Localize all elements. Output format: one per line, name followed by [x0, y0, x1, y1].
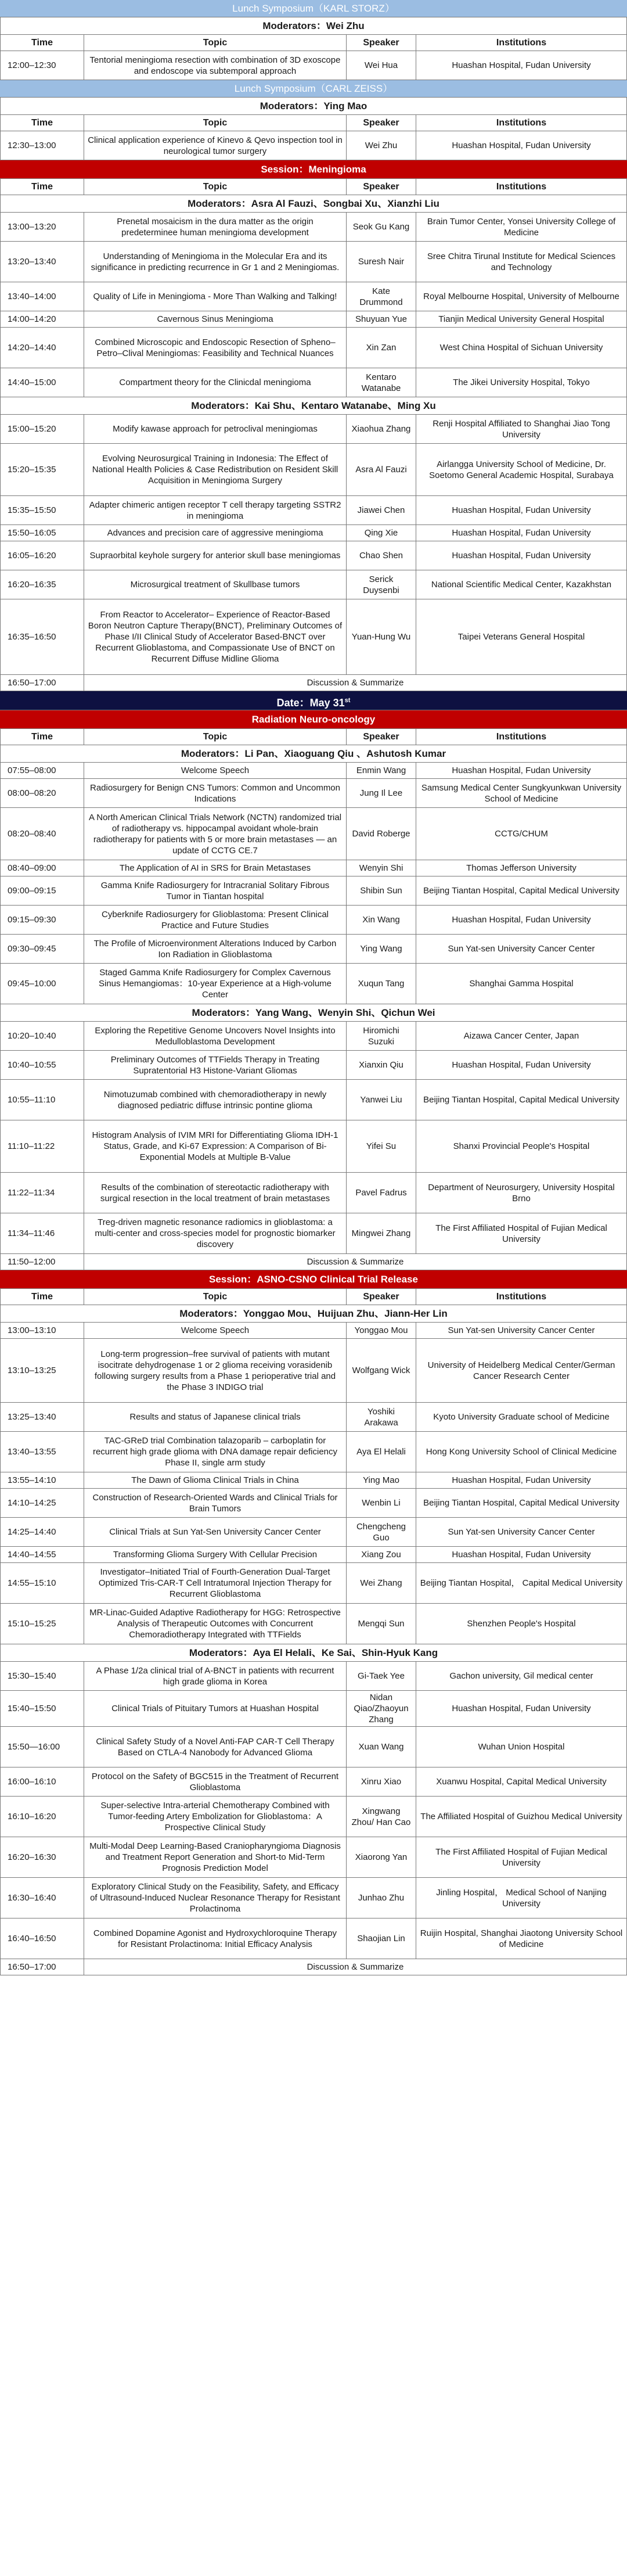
header-time: Time: [1, 729, 84, 745]
speaker-institution: Huashan Hospital, Fudan University: [416, 906, 627, 934]
schedule-row: [0, 860, 627, 876]
session-title-bar: Radiation Neuro-oncology: [0, 710, 627, 729]
session-time: 09:00–09:15: [1, 876, 84, 905]
schedule-row: [0, 763, 627, 779]
speaker-name: Shibin Sun: [347, 876, 416, 905]
talk-topic: Protocol on the Safety of BGC515 in the Treatment of Recurrent Glioblastoma: [84, 1767, 347, 1796]
schedule-row: [0, 1878, 627, 1918]
session-time: 10:20–10:40: [1, 1022, 84, 1050]
moderators-row: Moderators：Yonggao Mou、Huijuan Zhu、Jiann-Her Lin: [0, 1305, 627, 1323]
schedule-row: [0, 1691, 627, 1727]
schedule-row: [0, 1339, 627, 1403]
speaker-name: Seok Gu Kang: [347, 213, 416, 241]
moderators-row: Moderators：Ying Mao: [0, 98, 627, 115]
schedule-row: [0, 525, 627, 541]
header-time: Time: [1, 1289, 84, 1305]
speaker-name: Yifei Su: [347, 1120, 416, 1172]
moderators-row: Moderators：Kai Shu、Kentaro Watanabe、Ming Xu: [0, 397, 627, 415]
header-institution: Institutions: [416, 115, 627, 131]
session-time: 16:50–17:00: [1, 1959, 84, 1975]
session-time: 12:00–12:30: [1, 51, 84, 80]
moderators-row: Moderators：Wei Zhu: [0, 17, 627, 35]
speaker-name: Wei Hua: [347, 51, 416, 80]
talk-topic: Results and status of Japanese clinical trials: [84, 1403, 347, 1431]
schedule-row: [0, 1797, 627, 1837]
speaker-institution: Department of Neurosurgery, University Hospital Brno: [416, 1173, 627, 1213]
speaker-institution: Huashan Hospital, Fudan University: [416, 1547, 627, 1562]
speaker-name: Mengqi Sun: [347, 1604, 416, 1644]
session-time: 08:00–08:20: [1, 779, 84, 807]
speaker-name: Shuyuan Yue: [347, 311, 416, 327]
session-time: 16:30–16:40: [1, 1878, 84, 1918]
talk-topic: Histogram Analysis of IVIM MRI for Differentiating Glioma IDH-1 Status, Grade, and Ki-67 Expression: A Comparison of Bi-Exponential Models at Multiple B-Value: [84, 1120, 347, 1172]
schedule-row: [0, 368, 627, 397]
date-ordinal-suffix: st: [344, 697, 351, 704]
talk-topic: Modify kawase approach for petroclival meningiomas: [84, 415, 347, 443]
speaker-institution: Ruijin Hospital, Shanghai Jiaotong University School of Medicine: [416, 1918, 627, 1959]
talk-topic: A Phase 1/2a clinical trial of A-BNCT in patients with recurrent high grade glioma in Korea: [84, 1662, 347, 1690]
speaker-name: Chengcheng Guo: [347, 1518, 416, 1546]
schedule-row: [0, 1120, 627, 1173]
speaker-institution: West China Hospital of Sichuan University: [416, 328, 627, 368]
talk-topic: Super-selective Intra-arterial Chemotherapy Combined with Tumor-feeding Artery Embolization for Glioblastoma：A Prospective Clinical Study: [84, 1797, 347, 1837]
speaker-name: Yuan-Hung Wu: [347, 599, 416, 674]
session-time: 15:35–15:50: [1, 496, 84, 524]
talk-topic: Transforming Glioma Surgery With Cellular Precision: [84, 1547, 347, 1562]
schedule-row: [0, 1563, 627, 1604]
session-time: 15:40–15:50: [1, 1691, 84, 1726]
session-time: 11:50–12:00: [1, 1254, 84, 1270]
schedule-row: [0, 1662, 627, 1691]
speaker-name: Hiromichi Suzuki: [347, 1022, 416, 1050]
header-institution: Institutions: [416, 179, 627, 195]
header-speaker: Speaker: [347, 1289, 416, 1305]
table-header: [0, 729, 627, 745]
talk-topic: Clinical application experience of Kinevo & Qevo inspection tool in neurological tumor surgery: [84, 131, 347, 160]
speaker-name: Aya El Helali: [347, 1432, 416, 1472]
speaker-name: Enmin Wang: [347, 763, 416, 778]
speaker-institution: Kyoto University Graduate school of Medicine: [416, 1403, 627, 1431]
schedule-row: [0, 964, 627, 1004]
session-time: 16:40–16:50: [1, 1918, 84, 1959]
talk-topic: A North American Clinical Trials Network (NCTN) randomized trial of radiotherapy vs. hippocampal avoidant whole-brain radiotherapy for patients with 5 or more brain metastases — an update of CCTG CE.7: [84, 808, 347, 860]
talk-topic: Combined Dopamine Agonist and Hydroxychloroquine Therapy for Resistant Prolactinoma: Initial Efficacy Analysis: [84, 1918, 347, 1959]
talk-topic: Clinical Trials at Sun Yat-Sen University Cancer Center: [84, 1518, 347, 1546]
session-time: 13:00–13:10: [1, 1323, 84, 1338]
speaker-name: Xiaohua Zhang: [347, 415, 416, 443]
header-topic: Topic: [84, 35, 347, 51]
session-time: 16:20–16:35: [1, 570, 84, 599]
speaker-institution: Tianjin Medical University General Hospital: [416, 311, 627, 327]
header-time: Time: [1, 115, 84, 131]
header-speaker: Speaker: [347, 35, 416, 51]
speaker-institution: Shenzhen People's Hospital: [416, 1604, 627, 1644]
speaker-institution: Taipei Veterans General Hospital: [416, 599, 627, 674]
lunch-symposium-bar: Lunch Symposium（KARL STORZ）: [0, 0, 627, 17]
session-time: 15:20–15:35: [1, 444, 84, 495]
speaker-name: Xianxin Qiu: [347, 1051, 416, 1079]
schedule-row: [0, 1604, 627, 1644]
session-time: 09:45–10:00: [1, 964, 84, 1004]
session-time: 15:50—16:00: [1, 1727, 84, 1767]
talk-topic: Radiosurgery for Benign CNS Tumors: Common and Uncommon Indications: [84, 779, 347, 807]
schedule-row: [0, 1518, 627, 1547]
talk-topic: Microsurgical treatment of Skullbase tumors: [84, 570, 347, 599]
session-title-bar: Session：ASNO-CSNO Clinical Trial Release: [0, 1270, 627, 1289]
speaker-name: David Roberge: [347, 808, 416, 860]
speaker-name: Jiawei Chen: [347, 496, 416, 524]
speaker-institution: Aizawa Cancer Center, Japan: [416, 1022, 627, 1050]
session-time: 15:10–15:25: [1, 1604, 84, 1644]
session-time: 10:55–11:10: [1, 1080, 84, 1120]
speaker-name: Qing Xie: [347, 525, 416, 541]
talk-topic: The Dawn of Glioma Clinical Trials in China: [84, 1472, 347, 1488]
header-topic: Topic: [84, 729, 347, 745]
talk-topic: Evolving Neurosurgical Training in Indonesia: The Effect of National Health Policies & Case Redistribution on Resident Skill Acquisition in Meningioma Surgery: [84, 444, 347, 495]
session-time: 11:22–11:34: [1, 1173, 84, 1213]
session-time: 10:40–10:55: [1, 1051, 84, 1079]
talk-topic: Preliminary Outcomes of TTFields Therapy in Treating Supratentorial H3 Histone-Variant Gliomas: [84, 1051, 347, 1079]
speaker-name: Yonggao Mou: [347, 1323, 416, 1338]
schedule-row: [0, 1727, 627, 1767]
speaker-institution: Xuanwu Hospital, Capital Medical University: [416, 1767, 627, 1796]
talk-topic: MR-Linac-Guided Adaptive Radiotherapy for HGG: Retrospective Analysis of Therapeutic Outcomes with Concurrent Chemoradiotherapy Integrated with TTFields: [84, 1604, 347, 1644]
session-time: 11:34–11:46: [1, 1213, 84, 1253]
session-time: 15:00–15:20: [1, 415, 84, 443]
session-time: 12:30–13:00: [1, 131, 84, 160]
schedule-row: [0, 242, 627, 282]
schedule-row: [0, 1837, 627, 1878]
schedule-row: [0, 1022, 627, 1051]
speaker-institution: Huashan Hospital, Fudan University: [416, 763, 627, 778]
schedule-row: [0, 1767, 627, 1797]
table-header: [0, 115, 627, 131]
moderators-row: Moderators：Li Pan、Xiaoguang Qiu 、Ashutosh Kumar: [0, 745, 627, 763]
schedule-row: [0, 131, 627, 160]
talk-topic: Supraorbital keyhole surgery for anterior skull base meningiomas: [84, 541, 347, 570]
speaker-name: Wei Zhang: [347, 1563, 416, 1603]
session-time: 15:50–16:05: [1, 525, 84, 541]
table-header: [0, 35, 627, 51]
schedule-row: [0, 779, 627, 808]
talk-topic: Understanding of Meningioma in the Molecular Era and its significance in predicting recurrence in Gr 1 and 2 Meningiomas.: [84, 242, 347, 282]
speaker-institution: Royal Melbourne Hospital, University of Melbourne: [416, 282, 627, 311]
speaker-institution: Shanxi Provincial People's Hospital: [416, 1120, 627, 1172]
speaker-name: Shaojian Lin: [347, 1918, 416, 1959]
talk-topic: Results of the combination of stereotactic radiotherapy with surgical resection in the local treatment of brain metastases: [84, 1173, 347, 1213]
speaker-institution: Sun Yat-sen University Cancer Center: [416, 935, 627, 963]
talk-topic: The Application of AI in SRS for Brain Metastases: [84, 860, 347, 876]
session-time: 16:50–17:00: [1, 675, 84, 691]
speaker-institution: Huashan Hospital, Fudan University: [416, 525, 627, 541]
speaker-institution: Huashan Hospital, Fudan University: [416, 496, 627, 524]
speaker-institution: Beijing Tiantan Hospital， Capital Medical University: [416, 1563, 627, 1603]
talk-topic: Long-term progression–free survival of patients with mutant isocitrate dehydrogenase 1 or 2 glioma receiving vorasidenib following surgery results from a Phase 1 perioperative trial and the Phase 3 INDIGO trial: [84, 1339, 347, 1402]
schedule-row: [0, 1213, 627, 1254]
schedule-row: [0, 570, 627, 599]
talk-topic: Nimotuzumab combined with chemoradiotherapy in newly diagnosed pediatric diffuse intrinsic pontine glioma: [84, 1080, 347, 1120]
talk-topic: Clinical Trials of Pituitary Tumors at Huashan Hospital: [84, 1691, 347, 1726]
talk-topic: Exploring the Repetitive Genome Uncovers Novel Insights into Medulloblastoma Development: [84, 1022, 347, 1050]
speaker-institution: Thomas Jefferson University: [416, 860, 627, 876]
speaker-institution: University of Heidelberg Medical Center/German Cancer Research Center: [416, 1339, 627, 1402]
speaker-institution: CCTG/CHUM: [416, 808, 627, 860]
session-time: 14:20–14:40: [1, 328, 84, 368]
speaker-institution: Hong Kong University School of Clinical Medicine: [416, 1432, 627, 1472]
session-time: 15:30–15:40: [1, 1662, 84, 1690]
session-time: 13:20–13:40: [1, 242, 84, 282]
discussion-label: Discussion & Summarize: [84, 675, 627, 691]
table-header: [0, 1289, 627, 1305]
talk-topic: Tentorial meningioma resection with combination of 3D exoscope and endoscope via subtemporal approach: [84, 51, 347, 80]
schedule-row: [0, 1323, 627, 1339]
header-speaker: Speaker: [347, 115, 416, 131]
schedule-row: [0, 213, 627, 242]
schedule-row: [0, 599, 627, 675]
schedule-row: [0, 444, 627, 496]
speaker-name: Asra Al Fauzi: [347, 444, 416, 495]
header-speaker: Speaker: [347, 179, 416, 195]
session-time: 14:25–14:40: [1, 1518, 84, 1546]
moderators-row: Moderators：Asra Al Fauzi、Songbai Xu、Xianzhi Liu: [0, 195, 627, 213]
session-time: 14:55–15:10: [1, 1563, 84, 1603]
discussion-row: [0, 1254, 627, 1270]
speaker-name: Gi-Taek Yee: [347, 1662, 416, 1690]
speaker-institution: Beijing Tiantan Hospital, Capital Medical University: [416, 876, 627, 905]
talk-topic: Investigator–Initiated Trial of Fourth-Generation Dual-Target Optimized Tris-CAR-T Cell Intratumoral Injection Therapy for Recurrent Glioblastoma: [84, 1563, 347, 1603]
speaker-name: Xinru Xiao: [347, 1767, 416, 1796]
talk-topic: Adapter chimeric antigen receptor T cell therapy targeting SSTR2 in meningioma: [84, 496, 347, 524]
speaker-institution: Gachon university, Gil medical center: [416, 1662, 627, 1690]
schedule-row: [0, 1472, 627, 1489]
speaker-institution: Sree Chitra Tirunal Institute for Medical Sciences and Technology: [416, 242, 627, 282]
schedule-row: [0, 1489, 627, 1518]
talk-topic: Compartment theory for the Clinicdal meningioma: [84, 368, 347, 397]
header-topic: Topic: [84, 115, 347, 131]
talk-topic: Cyberknife Radiosurgery for Glioblastoma: Present Clinical Practice and Future Studies: [84, 906, 347, 934]
talk-topic: Welcome Speech: [84, 1323, 347, 1338]
speaker-institution: The Jikei University Hospital, Tokyo: [416, 368, 627, 397]
speaker-institution: The Affiliated Hospital of Guizhou Medical University: [416, 1797, 627, 1837]
schedule-row: [0, 906, 627, 935]
session-time: 16:00–16:10: [1, 1767, 84, 1796]
schedule-row: [0, 876, 627, 906]
speaker-name: Yoshiki Arakawa: [347, 1403, 416, 1431]
speaker-name: Wolfgang Wick: [347, 1339, 416, 1402]
schedule-row: [0, 311, 627, 328]
session-time: 11:10–11:22: [1, 1120, 84, 1172]
talk-topic: Prenetal mosaicism in the dura matter as the origin predeterminee human meningioma development: [84, 213, 347, 241]
speaker-name: Yanwei Liu: [347, 1080, 416, 1120]
speaker-institution: The First Affiliated Hospital of Fujian Medical University: [416, 1837, 627, 1877]
speaker-institution: Renji Hospital Affiliated to Shanghai Jiao Tong University: [416, 415, 627, 443]
speaker-institution: Huashan Hospital, Fudan University: [416, 1051, 627, 1079]
speaker-institution: Samsung Medical Center Sungkyunkwan University School of Medicine: [416, 779, 627, 807]
session-time: 16:05–16:20: [1, 541, 84, 570]
schedule-row: [0, 935, 627, 964]
talk-topic: Staged Gamma Knife Radiosurgery for Complex Cavernous Sinus Hemangiomas：10-year Experience at a High-volume Center: [84, 964, 347, 1004]
header-institution: Institutions: [416, 1289, 627, 1305]
speaker-name: Nidan Qiao/Zhaoyun Zhang: [347, 1691, 416, 1726]
header-time: Time: [1, 179, 84, 195]
speaker-institution: The First Affiliated Hospital of Fujian Medical University: [416, 1213, 627, 1253]
talk-topic: Multi-Modal Deep Learning-Based Craniopharyngioma Diagnosis and Treatment Report Generation and Short-to Mid-Term Prognosis Prediction Model: [84, 1837, 347, 1877]
header-topic: Topic: [84, 179, 347, 195]
speaker-institution: Beijing Tiantan Hospital, Capital Medical University: [416, 1080, 627, 1120]
discussion-row: [0, 1959, 627, 1975]
speaker-name: Wenyin Shi: [347, 860, 416, 876]
speaker-name: Suresh Nair: [347, 242, 416, 282]
speaker-institution: Shanghai Gamma Hospital: [416, 964, 627, 1004]
speaker-name: Ying Wang: [347, 935, 416, 963]
session-time: 09:15–09:30: [1, 906, 84, 934]
speaker-name: Xuqun Tang: [347, 964, 416, 1004]
schedule-row: [0, 282, 627, 311]
speaker-institution: Huashan Hospital, Fudan University: [416, 51, 627, 80]
session-time: 09:30–09:45: [1, 935, 84, 963]
speaker-institution: Airlangga University School of Medicine, Dr. Soetomo General Academic Hospital, Surabaya: [416, 444, 627, 495]
speaker-name: Xin Wang: [347, 906, 416, 934]
speaker-name: Xin Zan: [347, 328, 416, 368]
session-time: 13:10–13:25: [1, 1339, 84, 1402]
session-time: 13:55–14:10: [1, 1472, 84, 1488]
header-time: Time: [1, 35, 84, 51]
talk-topic: Combined Microscopic and Endoscopic Resection of Spheno–Petro–Clival Meningiomas: Feasibility and Technical Nuances: [84, 328, 347, 368]
speaker-name: Wenbin Li: [347, 1489, 416, 1517]
talk-topic: Cavernous Sinus Meningioma: [84, 311, 347, 327]
schedule-row: [0, 1403, 627, 1432]
speaker-name: Xiaorong Yan: [347, 1837, 416, 1877]
talk-topic: Gamma Knife Radiosurgery for Intracranial Solitary Fibrous Tumor in Tiantan hospital: [84, 876, 347, 905]
speaker-name: Xingwang Zhou/ Han Cao: [347, 1797, 416, 1837]
schedule-row: [0, 541, 627, 570]
session-time: 16:20–16:30: [1, 1837, 84, 1877]
talk-topic: Welcome Speech: [84, 763, 347, 778]
discussion-row: [0, 675, 627, 691]
speaker-name: Chao Shen: [347, 541, 416, 570]
talk-topic: Construction of Research-Oriented Wards and Clinical Trials for Brain Tumors: [84, 1489, 347, 1517]
speaker-institution: National Scientific Medical Center, Kazakhstan: [416, 570, 627, 599]
schedule-row: [0, 1080, 627, 1120]
session-time: 16:35–16:50: [1, 599, 84, 674]
speaker-name: Kate Drummond: [347, 282, 416, 311]
header-institution: Institutions: [416, 729, 627, 745]
speaker-name: Xiang Zou: [347, 1547, 416, 1562]
speaker-institution: Huashan Hospital, Fudan University: [416, 131, 627, 160]
moderators-row: Moderators：Aya El Helali、Ke Sai、Shin-Hyuk Kang: [0, 1644, 627, 1662]
discussion-label: Discussion & Summarize: [84, 1959, 627, 1975]
speaker-institution: Brain Tumor Center, Yonsei University College of Medicine: [416, 213, 627, 241]
schedule-row: [0, 1173, 627, 1213]
session-time: 16:10–16:20: [1, 1797, 84, 1837]
talk-topic: From Reactor to Accelerator– Experience of Reactor-Based Boron Neutron Capture Therapy(BNCT), Preliminary Outcomes of Phase I/II Clinical Study of Accelerator Based-BNCT over Recurrent Glioblastoma, and Compassionate Use of BNCT on Recurrent Diffuse Midline Glioma: [84, 599, 347, 674]
speaker-name: Pavel Fadrus: [347, 1173, 416, 1213]
session-time: 13:40–13:55: [1, 1432, 84, 1472]
discussion-label: Discussion & Summarize: [84, 1254, 627, 1270]
speaker-name: Xuan Wang: [347, 1727, 416, 1767]
talk-topic: Advances and precision care of aggressive meningioma: [84, 525, 347, 541]
moderators-row: Moderators：Yang Wang、Wenyin Shi、Qichun Wei: [0, 1004, 627, 1022]
speaker-institution: Huashan Hospital, Fudan University: [416, 1691, 627, 1726]
session-time: 14:40–14:55: [1, 1547, 84, 1562]
header-speaker: Speaker: [347, 729, 416, 745]
speaker-name: Serick Duysenbi: [347, 570, 416, 599]
talk-topic: Quality of Life in Meningioma - More Than Walking and Talking!: [84, 282, 347, 311]
speaker-name: Mingwei Zhang: [347, 1213, 416, 1253]
speaker-institution: Beijing Tiantan Hospital, Capital Medical University: [416, 1489, 627, 1517]
session-title-bar: Session：Meningioma: [0, 160, 627, 179]
schedule-row: [0, 808, 627, 860]
speaker-name: Junhao Zhu: [347, 1878, 416, 1918]
session-time: 14:00–14:20: [1, 311, 84, 327]
schedule-row: [0, 1547, 627, 1563]
speaker-name: Ying Mao: [347, 1472, 416, 1488]
session-time: 13:00–13:20: [1, 213, 84, 241]
talk-topic: TAC-GReD trial Combination talazoparib – carboplatin for recurrent high grade glioma with DNA damage repair deficiency Phase II, single arm study: [84, 1432, 347, 1472]
speaker-name: Kentaro Watanabe: [347, 368, 416, 397]
talk-topic: Clinical Safety Study of a Novel Anti-FAP CAR-T Cell Therapy Based on CTLA-4 Nanobody for Advanced Glioma: [84, 1727, 347, 1767]
header-institution: Institutions: [416, 35, 627, 51]
session-time: 13:40–14:00: [1, 282, 84, 311]
speaker-name: Wei Zhu: [347, 131, 416, 160]
schedule-row: [0, 1051, 627, 1080]
header-topic: Topic: [84, 1289, 347, 1305]
talk-topic: Treg-driven magnetic resonance radiomics in glioblastoma: a multi-center and cross-species model for prognostic biomarker discovery: [84, 1213, 347, 1253]
session-time: 14:40–15:00: [1, 368, 84, 397]
talk-topic: The Profile of Microenvironment Alterations Induced by Carbon Ion Radiation in Glioblastoma: [84, 935, 347, 963]
schedule-row: [0, 1918, 627, 1959]
talk-topic: Exploratory Clinical Study on the Feasibility, Safety, and Efficacy of Ultrasound-Induced Nuclear Resonance Therapy for Resistant Prolactinoma: [84, 1878, 347, 1918]
session-time: 07:55–08:00: [1, 763, 84, 778]
schedule-row: [0, 51, 627, 80]
speaker-institution: Jinling Hospital， Medical School of Nanjing University: [416, 1878, 627, 1918]
speaker-institution: Sun Yat-sen University Cancer Center: [416, 1518, 627, 1546]
session-time: 13:25–13:40: [1, 1403, 84, 1431]
schedule-row: [0, 328, 627, 368]
speaker-name: Jung Il Lee: [347, 779, 416, 807]
schedule-row: [0, 496, 627, 525]
table-header: [0, 179, 627, 195]
schedule-row: [0, 415, 627, 444]
session-time: 14:10–14:25: [1, 1489, 84, 1517]
session-time: 08:40–09:00: [1, 860, 84, 876]
lunch-symposium-bar: Lunch Symposium（CARL ZEISS）: [0, 80, 627, 98]
speaker-institution: Huashan Hospital, Fudan University: [416, 541, 627, 570]
session-time: 08:20–08:40: [1, 808, 84, 860]
speaker-institution: Huashan Hospital, Fudan University: [416, 1472, 627, 1488]
date-bar: Date：May 31st: [0, 691, 627, 710]
schedule-row: [0, 1432, 627, 1472]
speaker-institution: Wuhan Union Hospital: [416, 1727, 627, 1767]
speaker-institution: Sun Yat-sen University Cancer Center: [416, 1323, 627, 1338]
